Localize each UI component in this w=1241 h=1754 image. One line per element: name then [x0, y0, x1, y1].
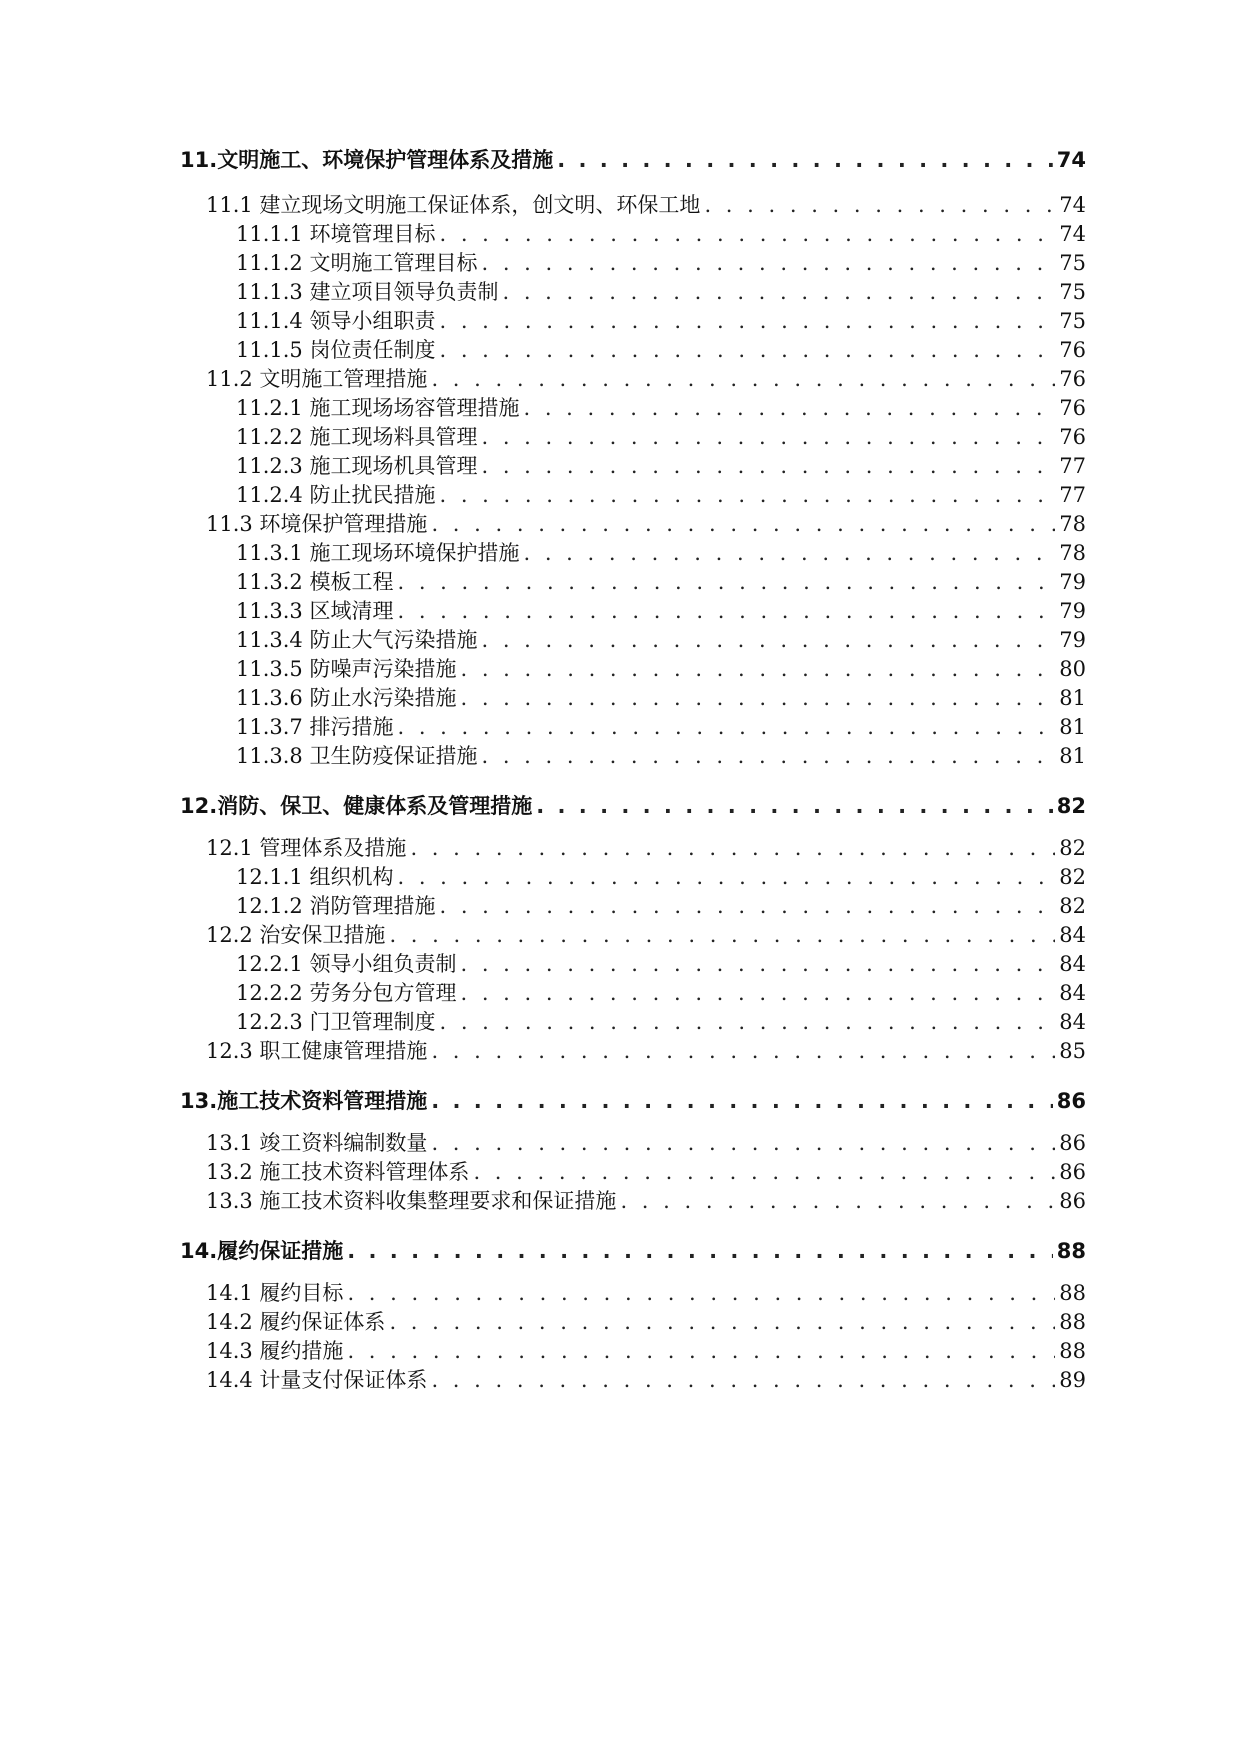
toc-entry-label: 14.4 计量支付保证体系: [206, 1368, 428, 1392]
toc-leader-dots: [439, 1007, 1055, 1037]
toc-leader-dots: [389, 920, 1055, 950]
toc-page-number: 77: [1059, 454, 1086, 478]
toc-leader-dots: [460, 654, 1055, 684]
toc-entry[interactable]: [236, 422, 1086, 452]
toc-page-number: 88: [1059, 1281, 1086, 1305]
toc-page-number: 78: [1059, 541, 1086, 565]
toc-entry[interactable]: [236, 1007, 1086, 1037]
toc-page-number: 79: [1059, 599, 1086, 623]
toc-entry[interactable]: [206, 1365, 1086, 1395]
toc-entry-label: 12.消防、保卫、健康体系及管理措施: [180, 794, 533, 818]
toc-page-number: 89: [1059, 1368, 1086, 1392]
toc-page-number: 76: [1059, 367, 1086, 391]
toc-leader-dots: [431, 1086, 1053, 1116]
toc-leader-dots: [481, 248, 1055, 278]
toc-entry-label: 11.1.4 领导小组职责: [236, 309, 436, 333]
toc-leader-dots: [481, 451, 1055, 481]
toc-page-number: 74: [1056, 148, 1086, 172]
toc-page-number: 84: [1059, 981, 1086, 1005]
toc-page-number: 84: [1059, 923, 1086, 947]
toc-entry-label: 11.3.1 施工现场环境保护措施: [236, 541, 520, 565]
toc-page-number: 76: [1059, 338, 1086, 362]
toc-chapter-entry[interactable]: [180, 1236, 1086, 1266]
toc-page-number: 84: [1059, 1010, 1086, 1034]
toc-entry[interactable]: [236, 451, 1086, 481]
toc-leader-dots: [439, 891, 1055, 921]
toc-entry[interactable]: [236, 625, 1086, 655]
toc-page-number: 79: [1059, 570, 1086, 594]
toc-entry[interactable]: [236, 741, 1086, 771]
toc-entry-label: 11.1.1 环境管理目标: [236, 222, 436, 246]
toc-leader-dots: [397, 567, 1055, 597]
toc-page-number: 81: [1059, 686, 1086, 710]
toc-entry[interactable]: [206, 1336, 1086, 1366]
toc-entry[interactable]: [236, 654, 1086, 684]
toc-leader-dots: [481, 741, 1055, 771]
toc-entry-label: 11.2 文明施工管理措施: [206, 367, 428, 391]
toc-leader-dots: [536, 791, 1053, 821]
toc-entry-label: 12.2 治安保卫措施: [206, 923, 386, 947]
toc-leader-dots: [460, 978, 1055, 1008]
toc-leader-dots: [460, 949, 1055, 979]
toc-entry[interactable]: [206, 833, 1086, 863]
toc-entry-label: 11.3.3 区域清理: [236, 599, 394, 623]
toc-entry[interactable]: [236, 538, 1086, 568]
toc-leader-dots: [397, 862, 1055, 892]
toc-leader-dots: [431, 1036, 1055, 1066]
toc-entry-label: 14.3 履约措施: [206, 1339, 344, 1363]
toc-entry-label: 12.1.1 组织机构: [236, 865, 394, 889]
toc-entry-label: 11.2.4 防止扰民措施: [236, 483, 436, 507]
toc-entry-label: 11.1.2 文明施工管理目标: [236, 251, 478, 275]
toc-entry[interactable]: [236, 712, 1086, 742]
toc-entry[interactable]: [206, 364, 1086, 394]
toc-entry-label: 11.2.1 施工现场场容管理措施: [236, 396, 520, 420]
toc-entry-label: 11.3.7 排污措施: [236, 715, 394, 739]
toc-page-number: 79: [1059, 628, 1086, 652]
toc-entry[interactable]: [236, 567, 1086, 597]
toc-page-number: 86: [1059, 1131, 1086, 1155]
toc-leader-dots: [704, 190, 1055, 220]
toc-entry[interactable]: [206, 509, 1086, 539]
toc-entry-label: 11.1 建立现场文明施工保证体系，创文明、环保工地: [206, 193, 701, 217]
toc-leader-dots: [431, 509, 1055, 539]
toc-entry-label: 11.3.8 卫生防疫保证措施: [236, 744, 478, 768]
toc-entry[interactable]: [206, 1186, 1086, 1216]
toc-entry[interactable]: [206, 1128, 1086, 1158]
toc-entry-label: 14.履约保证措施: [180, 1239, 344, 1263]
toc-page-number: 85: [1059, 1039, 1086, 1063]
toc-leader-dots: [439, 219, 1055, 249]
toc-leader-dots: [460, 683, 1055, 713]
toc-leader-dots: [431, 364, 1055, 394]
toc-entry[interactable]: [206, 1278, 1086, 1308]
toc-entry-label: 11.3.2 模板工程: [236, 570, 394, 594]
toc-leader-dots: [439, 480, 1055, 510]
toc-entry[interactable]: [236, 248, 1086, 278]
toc-entry[interactable]: [236, 891, 1086, 921]
toc-page-number: 88: [1059, 1310, 1086, 1334]
toc-entry[interactable]: [206, 1036, 1086, 1066]
toc-leader-dots: [473, 1157, 1055, 1187]
toc-entry[interactable]: [236, 306, 1086, 336]
toc-leader-dots: [481, 422, 1055, 452]
toc-page-number: 86: [1059, 1160, 1086, 1184]
toc-entry-label: 12.1 管理体系及措施: [206, 836, 407, 860]
toc-leader-dots: [523, 393, 1055, 423]
toc-leader-dots: [397, 712, 1055, 742]
toc-page-number: 88: [1056, 1239, 1086, 1263]
toc-entry-label: 14.2 履约保证体系: [206, 1310, 386, 1334]
toc-page-number: 86: [1056, 1089, 1086, 1113]
toc-entry[interactable]: [236, 596, 1086, 626]
toc-leader-dots: [431, 1128, 1055, 1158]
toc-entry-label: 12.2.2 劳务分包方管理: [236, 981, 457, 1005]
toc-page-number: 82: [1059, 865, 1086, 889]
toc-entry[interactable]: [236, 862, 1086, 892]
toc-entry[interactable]: [236, 480, 1086, 510]
toc-entry[interactable]: [236, 949, 1086, 979]
toc-page-number: 88: [1059, 1339, 1086, 1363]
toc-leader-dots: [431, 1365, 1055, 1395]
toc-entry[interactable]: [236, 277, 1086, 307]
toc-entry-label: 11.2.3 施工现场机具管理: [236, 454, 478, 478]
toc-leader-dots: [439, 335, 1055, 365]
toc-entry[interactable]: [236, 335, 1086, 365]
toc-page-number: 76: [1059, 396, 1086, 420]
toc-page-number: 77: [1059, 483, 1086, 507]
toc-entry-label: 11.3.4 防止大气污染措施: [236, 628, 478, 652]
toc-page-number: 75: [1059, 251, 1086, 275]
toc-entry-label: 11.3.5 防噪声污染措施: [236, 657, 457, 681]
toc-entry[interactable]: [206, 1307, 1086, 1337]
toc-entry-label: 13.施工技术资料管理措施: [180, 1089, 428, 1113]
toc-leader-dots: [502, 277, 1055, 307]
toc-leader-dots: [397, 596, 1055, 626]
toc-entry-label: 11.3.6 防止水污染措施: [236, 686, 457, 710]
toc-chapter-entry[interactable]: [180, 1086, 1086, 1116]
toc-leader-dots: [439, 306, 1055, 336]
toc-page-number: 82: [1059, 894, 1086, 918]
toc-page-number: 84: [1059, 952, 1086, 976]
toc-leader-dots: [347, 1336, 1055, 1366]
toc-page-number: 75: [1059, 280, 1086, 304]
toc-page-number: 76: [1059, 425, 1086, 449]
toc-entry-label: 13.2 施工技术资料管理体系: [206, 1160, 470, 1184]
toc-entry-label: 12.2.3 门卫管理制度: [236, 1010, 436, 1034]
toc-page-number: 75: [1059, 309, 1086, 333]
toc-entry[interactable]: [206, 920, 1086, 950]
toc-entry[interactable]: [236, 978, 1086, 1008]
toc-page-number: 74: [1059, 193, 1086, 217]
toc-page-number: 78: [1059, 512, 1086, 536]
toc-entry-label: 11.3 环境保护管理措施: [206, 512, 428, 536]
toc-entry-label: 11.1.5 岗位责任制度: [236, 338, 436, 362]
toc-page-number: 74: [1059, 222, 1086, 246]
toc-leader-dots: [347, 1278, 1055, 1308]
toc-leader-dots: [389, 1307, 1055, 1337]
toc-entry-label: 12.1.2 消防管理措施: [236, 894, 436, 918]
toc-page-number: 80: [1059, 657, 1086, 681]
toc-entry-label: 11.1.3 建立项目领导负责制: [236, 280, 499, 304]
toc-leader-dots: [557, 145, 1053, 175]
toc-page-number: 82: [1059, 836, 1086, 860]
toc-entry[interactable]: [206, 190, 1086, 220]
toc-entry-label: 13.3 施工技术资料收集整理要求和保证措施: [206, 1189, 617, 1213]
toc-page-number: 81: [1059, 715, 1086, 739]
toc-entry-label: 12.2.1 领导小组负责制: [236, 952, 457, 976]
toc-entry[interactable]: [236, 683, 1086, 713]
toc-page-number: 81: [1059, 744, 1086, 768]
toc-leader-dots: [347, 1236, 1053, 1266]
toc-entry[interactable]: [206, 1157, 1086, 1187]
toc-entry-label: 11.2.2 施工现场料具管理: [236, 425, 478, 449]
toc-leader-dots: [481, 625, 1055, 655]
toc-page-number: 86: [1059, 1189, 1086, 1213]
toc-page-number: 82: [1056, 794, 1086, 818]
toc-chapter-entry[interactable]: [180, 791, 1086, 821]
toc-entry[interactable]: [236, 393, 1086, 423]
toc-entry-label: 11.文明施工、环境保护管理体系及措施: [180, 148, 554, 172]
toc-entry[interactable]: [236, 219, 1086, 249]
toc-leader-dots: [523, 538, 1055, 568]
toc-leader-dots: [410, 833, 1055, 863]
toc-entry-label: 13.1 竣工资料编制数量: [206, 1131, 428, 1155]
toc-entry-label: 12.3 职工健康管理措施: [206, 1039, 428, 1063]
toc-chapter-entry[interactable]: [180, 145, 1086, 175]
toc-leader-dots: [620, 1186, 1055, 1216]
toc-entry-label: 14.1 履约目标: [206, 1281, 344, 1305]
